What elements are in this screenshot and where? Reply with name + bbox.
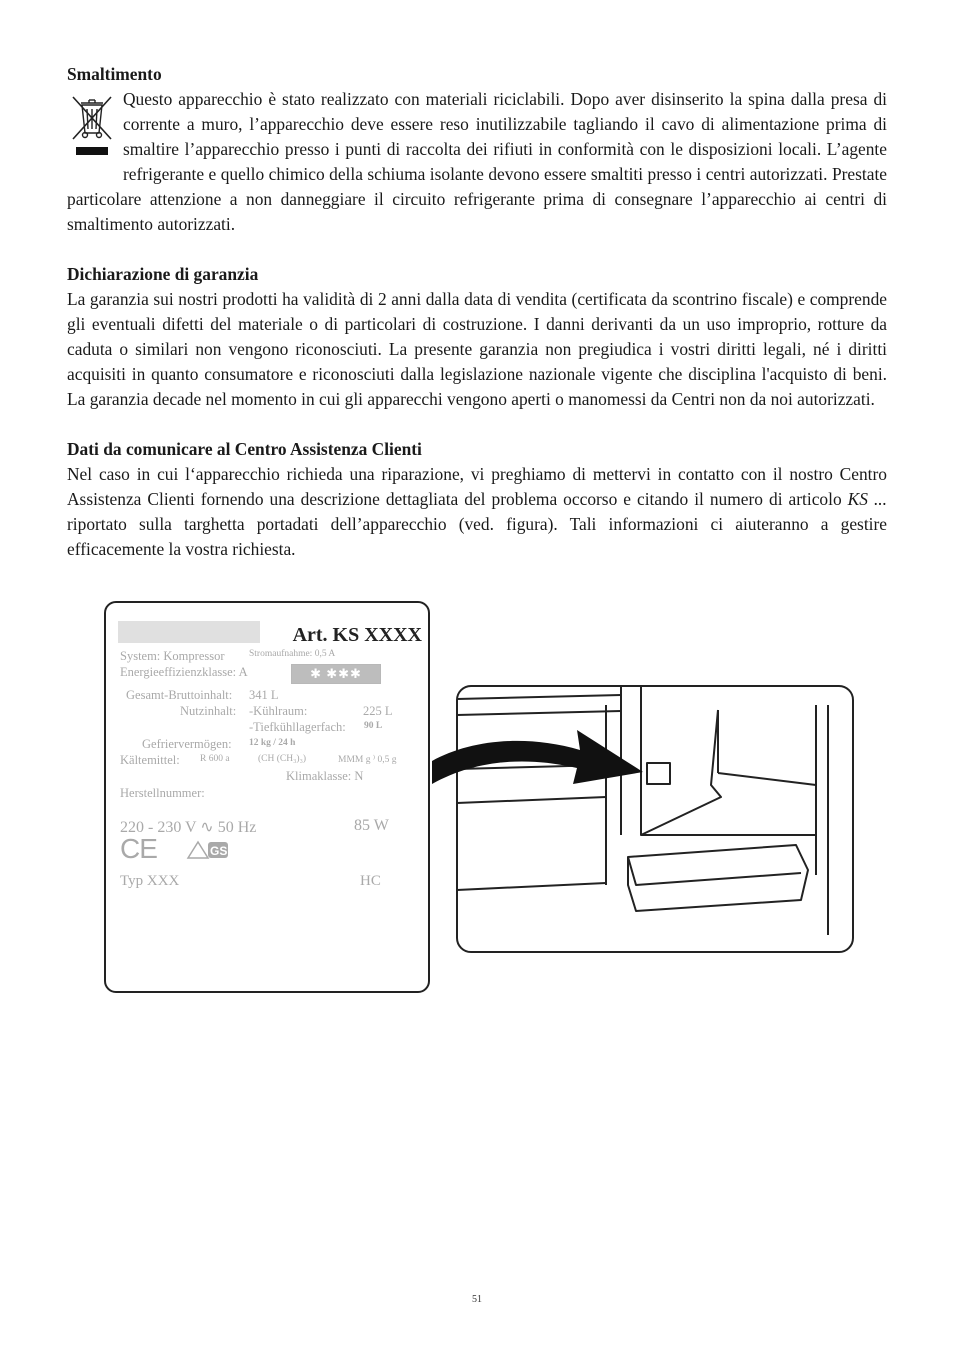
gs-mark-icon — [186, 838, 230, 860]
brand-logo-placeholder — [118, 621, 260, 643]
page-body — [67, 62, 887, 562]
fridge-volume-label: -Kühlraum: — [249, 704, 308, 718]
current-label: Stromaufnahme: 0,5 A — [249, 649, 336, 659]
warranty-heading: Dichiarazione di garanzia — [67, 264, 259, 284]
warranty-body: La garanzia sui nostri prodotti ha validità di 2 anni dalla data di vendita (certificata da scontrino fiscale) e comprende gli eventuali difetti del materiale o di particolari di costruzione. I danni derivanti da un uso improprio, rotture da caduta o similari non vengono riconosciuti. La presente garanzia non pregiudica i vostri diritti legali, né i diritti acquisiti in quanto consumatore e riconosciuti dalla legislazione nazionale vigente che disciplina l'acquisto di beni. La garanzia decade nel momento in cui gli apparecchi vengono aperti o manomessi da Centri non da noi autorizzati. — [67, 289, 887, 409]
rating-plate — [104, 601, 430, 993]
freezing-capacity-value: 12 kg / 24 h — [249, 738, 296, 748]
disposal-heading: Smaltimento — [67, 64, 162, 84]
disposal-paragraph — [67, 87, 887, 237]
system-label: System: Kompressor — [120, 649, 225, 663]
voltage-rating: 220 - 230 V ∿ 50 Hz — [120, 819, 257, 836]
fridge-volume-value: 225 L — [363, 704, 393, 718]
ce-mark: CE — [120, 833, 157, 864]
article-title: Art. KS XXXX — [292, 624, 422, 646]
gs-mark-text: GS — [210, 844, 228, 858]
hc-label: HC — [360, 873, 381, 889]
rating-plate-figure — [104, 601, 856, 997]
service-heading: Dati da comunicare al Centro Assistenza Clienti — [67, 439, 422, 459]
refrigerant-value: R 600 a — [200, 754, 230, 764]
freezer-star-rating: ✱ ✱✱✱ — [291, 664, 381, 684]
gross-volume-label: Gesamt-Bruttoinhalt: — [126, 688, 233, 702]
power-rating: 85 W — [354, 817, 389, 834]
refrigerant-mass: MMM g ⁾ 0,5 g — [338, 755, 397, 765]
type-label: Typ XXX — [120, 873, 180, 889]
gross-volume-value: 341 L — [249, 688, 279, 702]
serial-number-label: Herstellnummer: — [120, 786, 205, 800]
energy-class-label: Energieeffizienzklasse: A — [120, 665, 248, 679]
refrigerant-label: Kältemittel: — [120, 753, 180, 767]
freezing-capacity-label: Gefriervermögen: — [142, 737, 232, 751]
arrow-icon — [430, 726, 650, 791]
service-paragraph — [67, 462, 887, 562]
refrigerant-formula: (CH (CH₃)₃) — [258, 754, 307, 764]
disposal-body: Questo apparecchio è stato realizzato con materiali riciclabili. Dopo aver disinserito la spina dalla presa di corrente a muro, l’apparecchio deve essere reso inutilizzabile tagliando il cavo di alimentazione prima di smaltire l’apparecchio presso i punti di raccolta dei rifiuti in conformità con le disposizioni locali. L’agente refrigerante e quello chimico della schiuma isolante devono essere smaltiti presso i centri autorizzati. Prestate particolare attenzione a non danneggiare il circuito refrigerante prima di consegnare l’apparecchio ai centri di smaltimento autorizzati. — [67, 89, 887, 234]
service-body-end: riportato sulla targhetta portadati dell’apparecchio (ved. figura). Tali informazioni ci aiuteranno a gestire efficacemente la vostra richiesta. — [67, 514, 887, 559]
freezer-volume-label: -Tiefkühllagerfach: — [249, 720, 346, 734]
net-volume-label: Nutzinhalt: — [180, 704, 237, 718]
page-number: 51 — [472, 1294, 482, 1305]
article-code: KS ... — [847, 489, 888, 509]
crossed-out-wheelie-bin-icon — [67, 91, 117, 163]
service-body-start: Nel caso in cui l‘apparecchio richieda una riparazione, vi preghiamo di mettervi in contatto con il nostro Centro Assistenza Clienti fornendo una descrizione dettagliata del problema occorso e citando il numero di articolo — [67, 464, 887, 509]
freezer-volume-value: 90 L — [364, 721, 383, 731]
climate-class: Klimaklasse: N — [286, 769, 364, 783]
